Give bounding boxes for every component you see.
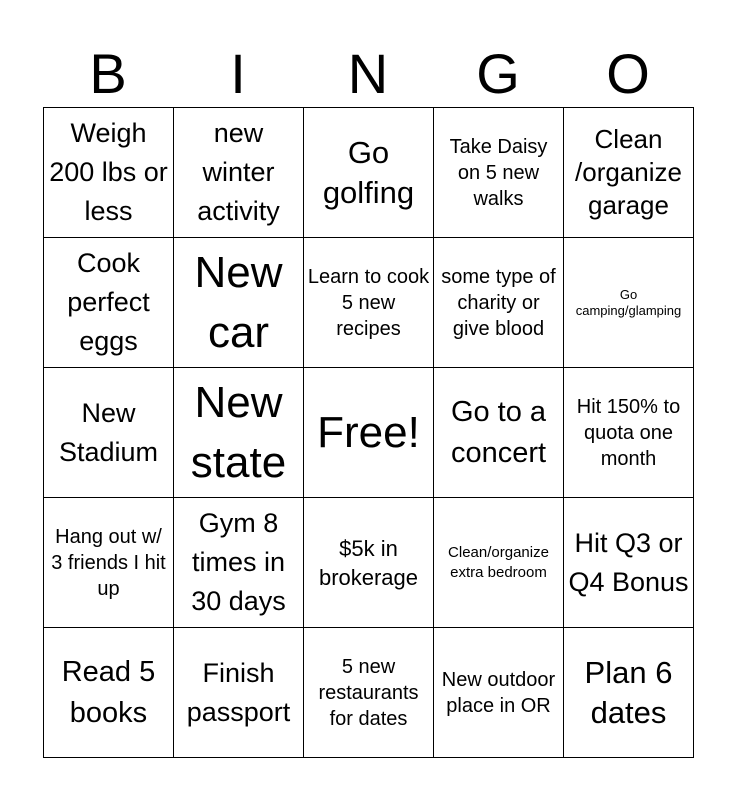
free-space-cell[interactable]: [304, 368, 434, 498]
bingo-cell[interactable]: [434, 498, 564, 628]
cell-text: Read 5 books: [61, 655, 156, 729]
bingo-cell[interactable]: [304, 238, 434, 368]
header-letter-n: N: [347, 42, 389, 105]
bingo-cell[interactable]: [434, 108, 564, 238]
header-letter-i: I: [230, 42, 246, 105]
cell-text: Clean /organize garage: [575, 124, 682, 220]
bingo-cell[interactable]: [434, 628, 564, 758]
cell-text: 5 new restaurants for dates: [318, 655, 419, 730]
bingo-grid: [43, 107, 694, 758]
cell-text: new winter activity: [197, 118, 280, 226]
cell-text: New car: [194, 247, 283, 357]
cell-text: Clean/organize extra bedroom: [448, 543, 549, 581]
bingo-cell[interactable]: [434, 368, 564, 498]
cell-text: Hit 150% to quota one month: [576, 395, 681, 470]
bingo-cell[interactable]: [564, 108, 694, 238]
header-letter-b: B: [89, 42, 127, 105]
bingo-cell[interactable]: [564, 238, 694, 368]
bingo-cell[interactable]: [174, 368, 304, 498]
bingo-cell[interactable]: [564, 628, 694, 758]
bingo-cell[interactable]: [304, 108, 434, 238]
cell-text: Go golfing: [322, 134, 415, 210]
bingo-cell[interactable]: [44, 368, 174, 498]
cell-text: Go to a concert: [450, 395, 547, 469]
cell-text: New outdoor place in OR: [441, 668, 556, 717]
cell-text: Take Daisy on 5 new walks: [449, 135, 548, 210]
bingo-cell[interactable]: [304, 498, 434, 628]
bingo-cell[interactable]: [44, 628, 174, 758]
bingo-cell[interactable]: [44, 238, 174, 368]
header-letter-o: O: [606, 42, 650, 105]
cell-text: some type of charity or give blood: [441, 265, 556, 340]
bingo-cell[interactable]: [564, 368, 694, 498]
free-space-text: Free!: [317, 407, 420, 457]
cell-text: Finish passport: [186, 657, 291, 727]
cell-text: Plan 6 dates: [584, 654, 673, 730]
cell-text: $5k in brokerage: [318, 535, 419, 590]
bingo-cell[interactable]: [434, 238, 564, 368]
cell-text: Hit Q3 or Q4 Bonus: [568, 527, 689, 597]
cell-text: Weigh 200 lbs or less: [49, 118, 168, 226]
bingo-cell[interactable]: [174, 238, 304, 368]
bingo-cell[interactable]: [174, 628, 304, 758]
bingo-cell[interactable]: [44, 108, 174, 238]
bingo-cell[interactable]: [44, 498, 174, 628]
bingo-header: [43, 40, 693, 108]
cell-text: Gym 8 times in 30 days: [191, 508, 286, 616]
bingo-cell[interactable]: [564, 498, 694, 628]
cell-text: Cook perfect eggs: [67, 248, 150, 356]
bingo-cell[interactable]: [304, 628, 434, 758]
cell-text: New Stadium: [58, 397, 159, 467]
cell-text: Hang out w/ 3 friends I hit up: [51, 525, 166, 600]
cell-text: Learn to cook 5 new recipes: [307, 265, 430, 340]
cell-text: Go camping/glamping: [575, 286, 682, 318]
cell-text: New state: [190, 377, 287, 487]
header-letter-g: G: [476, 42, 520, 105]
bingo-cell[interactable]: [174, 498, 304, 628]
bingo-cell[interactable]: [174, 108, 304, 238]
